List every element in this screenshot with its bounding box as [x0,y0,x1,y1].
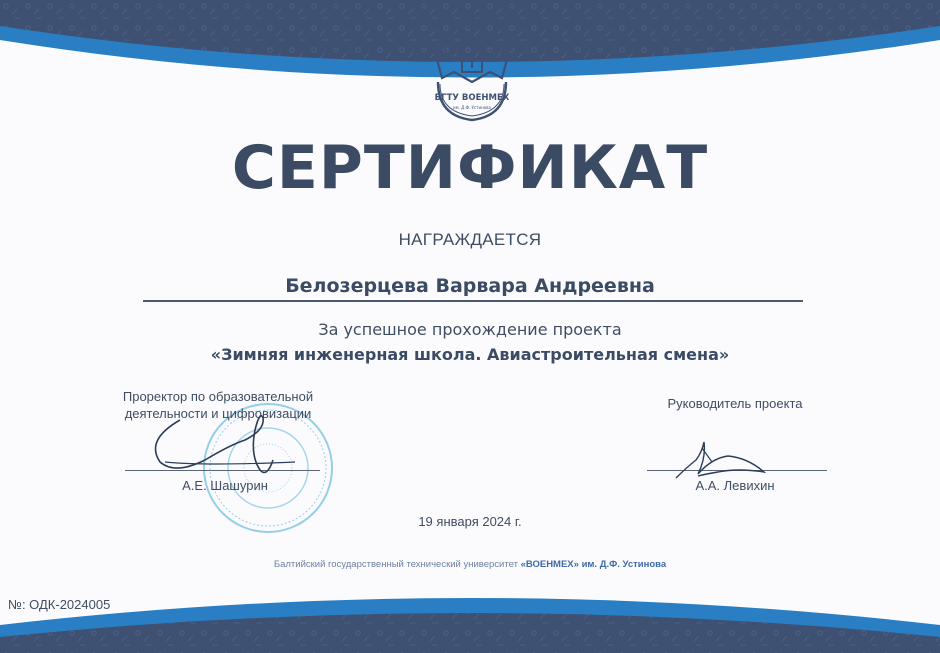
university-line [0,559,940,570]
project-title: «Зимняя инженерная школа. Авиастроительная смена» [210,345,730,364]
awarded-label: НАГРАЖДАЕТСЯ [398,230,542,249]
university-brand: «ВОЕНМЕХ» им. Д.Ф. Устинова [520,559,667,570]
award-reason: За успешное прохождение проекта [318,320,622,339]
issue-date: 19 января 2024 г. [418,514,522,529]
emblem-caption: БГТУ ВОЕНМЕХ [434,93,510,103]
left-position-line2: деятельности и цифровизации [124,406,312,421]
right-signature-icon [668,438,778,483]
recipient-underline [143,300,803,302]
recipient-name: Белозерцева Варвара Андреевна [285,275,655,297]
left-position-line1: Проректор по образовательной [122,389,314,404]
bottom-decorative-band [0,583,940,653]
right-signatory-position: Руководитель проекта [667,396,803,411]
certificate-serial: №: ОДК-2024005 [8,597,111,612]
university-prefix: Балтийский государственный технический университет [273,559,518,570]
university-emblem [428,8,516,128]
left-signature-icon [135,400,305,480]
left-signatory-name: А.Е. Шашурин [182,478,268,493]
certificate-title: СЕРТИФИКАТ [231,133,709,203]
emblem-subcaption: им. Д.Ф. Устинова [453,105,491,110]
right-signatory-name: А.А. Левихин [695,478,775,493]
